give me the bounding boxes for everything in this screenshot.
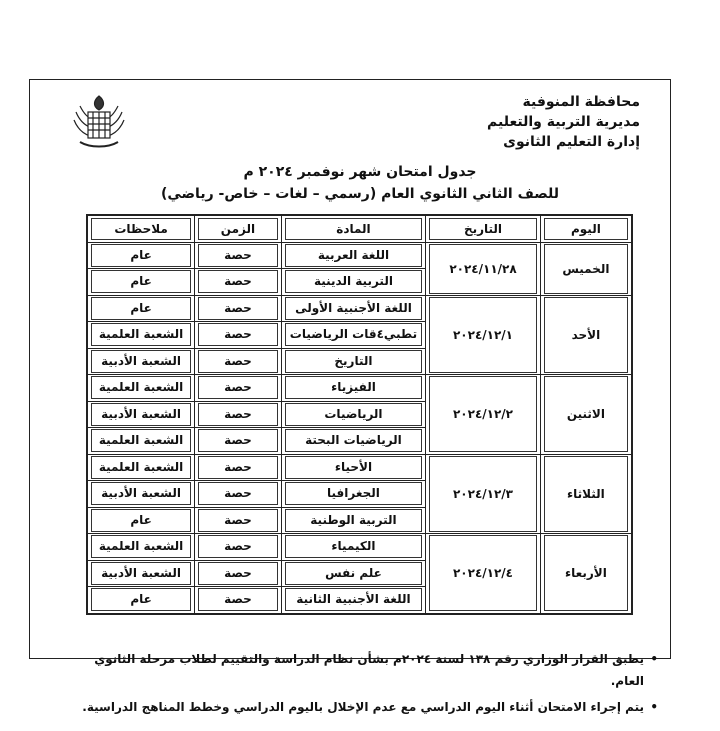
header-date: التاريخ: [426, 215, 541, 242]
note-text: يتم إجراء الامتحان أثناء اليوم الدراسي مع عدم الإخلال باليوم الدراسي وخطط المناهج الدراسية.: [82, 700, 644, 714]
duration-cell: حصة: [195, 295, 282, 322]
notes-cell: عام: [87, 295, 195, 322]
duration-cell: حصة: [195, 401, 282, 428]
duration-cell: حصة: [195, 560, 282, 587]
notes-list: [58, 648, 658, 718]
duration-cell: حصة: [195, 375, 282, 402]
notes-cell: الشعبة العلمية: [87, 322, 195, 349]
day-cell: الأحد: [540, 295, 632, 375]
date-cell: ٢٠٢٤/١٢/٢: [426, 375, 541, 455]
date-cell: ٢٠٢٤/١٢/٤: [426, 534, 541, 614]
header-day: اليوم: [540, 215, 632, 242]
table-row: [87, 242, 632, 269]
duration-cell: حصة: [195, 507, 282, 534]
duration-cell: حصة: [195, 454, 282, 481]
duration-cell: حصة: [195, 534, 282, 561]
table-header-row: [87, 215, 632, 242]
notes-cell: عام: [87, 242, 195, 269]
subject-cell: تطبي٤قات الرياضيات: [281, 322, 425, 349]
notes-cell: الشعبة العلمية: [87, 375, 195, 402]
subject-cell: الكيمياء: [281, 534, 425, 561]
date-cell: ٢٠٢٤/١١/٢٨: [426, 242, 541, 295]
bullet-icon: •: [650, 700, 658, 714]
duration-cell: حصة: [195, 428, 282, 455]
notes-cell: الشعبة العلمية: [87, 428, 195, 455]
duration-cell: حصة: [195, 269, 282, 296]
notes-cell: الشعبة العلمية: [87, 534, 195, 561]
header-notes: ملاحظات: [87, 215, 195, 242]
duration-cell: حصة: [195, 587, 282, 614]
subject-cell: التربية الوطنية: [281, 507, 425, 534]
header-directorate: مديرية التربية والتعليم: [487, 114, 640, 130]
date-cell: ٢٠٢٤/١٢/٣: [426, 454, 541, 534]
duration-cell: حصة: [195, 322, 282, 349]
notes-cell: عام: [87, 587, 195, 614]
duration-cell: حصة: [195, 242, 282, 269]
date-cell: ٢٠٢٤/١٢/١: [426, 295, 541, 375]
table-row: [87, 454, 632, 481]
subject-cell: التاريخ: [281, 348, 425, 375]
subject-cell: الجغرافيا: [281, 481, 425, 508]
table-row: [87, 375, 632, 402]
exam-schedule-subtitle: للصف الثاني الثانوي العام (رسمي – لغات – خاص- رياضي): [160, 186, 560, 202]
subject-cell: التربية الدينية: [281, 269, 425, 296]
notes-cell: عام: [87, 507, 195, 534]
subject-cell: الفيزياء: [281, 375, 425, 402]
subject-cell: الأحياء: [281, 454, 425, 481]
subject-cell: الرياضيات: [281, 401, 425, 428]
duration-cell: حصة: [195, 481, 282, 508]
notes-cell: الشعبة الأدبية: [87, 481, 195, 508]
day-cell: الاثنين: [540, 375, 632, 455]
subject-cell: اللغة الأجنبية الثانية: [281, 587, 425, 614]
exam-schedule-title: جدول امتحان شهر نوفمبر ٢٠٢٤ م: [243, 164, 477, 180]
bullet-icon: •: [650, 652, 658, 666]
duration-cell: حصة: [195, 348, 282, 375]
header-subject: المادة: [281, 215, 425, 242]
day-cell: الخميس: [540, 242, 632, 295]
notes-cell: الشعبة العلمية: [87, 454, 195, 481]
subject-cell: الرياضيات البحتة: [281, 428, 425, 455]
table-row: [87, 295, 632, 322]
notes-cell: عام: [87, 269, 195, 296]
day-cell: الأربعاء: [540, 534, 632, 614]
governorate-emblem-icon: [66, 92, 132, 150]
note-item: [58, 696, 658, 718]
subject-cell: اللغة العربية: [281, 242, 425, 269]
notes-cell: الشعبة الأدبية: [87, 348, 195, 375]
notes-cell: الشعبة الأدبية: [87, 560, 195, 587]
subject-cell: علم نفس: [281, 560, 425, 587]
note-item: [58, 648, 658, 692]
header-block: [487, 92, 640, 152]
header-duration: الزمن: [195, 215, 282, 242]
table-row: [87, 534, 632, 561]
subject-cell: اللغة الأجنبية الأولى: [281, 295, 425, 322]
header-administration: إدارة التعليم الثانوى: [503, 134, 640, 150]
day-cell: الثلاثاء: [540, 454, 632, 534]
note-text: يطبق القرار الوزاري رقم ١٣٨ لسنة ٢٠٢٤م بشأن نظام الدراسة والتقييم لطلاب مرحلة الثانوي العام.: [94, 652, 644, 688]
exam-schedule-table: [86, 214, 633, 615]
header-governorate: محافظة المنوفية: [522, 94, 640, 110]
notes-cell: الشعبة الأدبية: [87, 401, 195, 428]
